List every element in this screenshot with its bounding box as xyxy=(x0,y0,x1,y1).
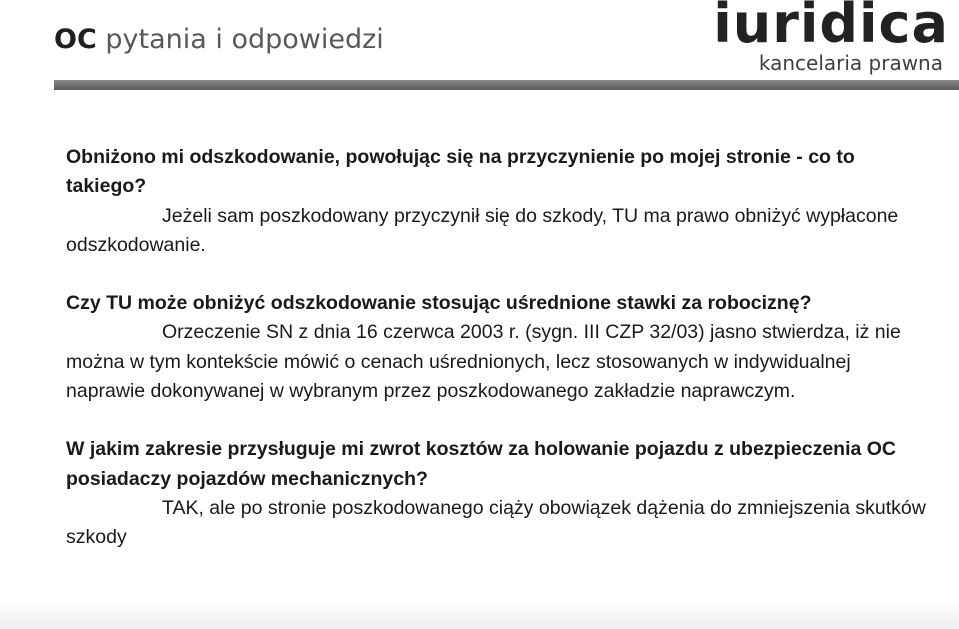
header-divider-bar xyxy=(54,80,959,90)
title-acronym: OC xyxy=(54,24,97,55)
logo-wordmark: iuridica xyxy=(713,0,949,55)
logo-tagline: kancelaria prawna xyxy=(758,51,943,75)
answer-1: Jeżeli sam poszkodowany przyczynił się do szkody, TU ma prawo obniżyć wypłacone odszkodowanie. xyxy=(66,204,899,256)
footer-fade xyxy=(0,599,959,629)
answer-3: TAK, ale po stronie poszkodowanego ciąży obowiązek dążenia do zmniejszenia skutków szkody xyxy=(66,496,926,549)
qa-item-2 xyxy=(66,289,926,406)
slide-title xyxy=(54,20,384,60)
qa-item-3 xyxy=(66,435,926,552)
iuridica-logo xyxy=(713,0,951,80)
qa-item-1 xyxy=(66,143,926,260)
answer-2: Orzeczenie SN z dnia 16 czerwca 2003 r. (sygn. III CZP 32/03) jasno stwierdza, iż nie można w tym kontekście mówić o cenach uśrednionych, lecz stosowanych w indywidualnej naprawie dokonywanej w wybranym przez poszkodowanego zakładzie naprawczym. xyxy=(66,321,901,403)
qa-content xyxy=(66,143,926,553)
title-text: pytania i odpowiedzi xyxy=(96,24,384,55)
question-1: Obniżono mi odszkodowanie, powołując się na przyczynienie po mojej stronie - co to takiego? xyxy=(66,146,855,198)
question-3: W jakim zakresie przysługuje mi zwrot kosztów za holowanie pojazdu z ubezpieczenia OC posiadaczy pojazdów mechanicznych? xyxy=(66,438,897,490)
question-2: Czy TU może obniżyć odszkodowanie stosując uśrednione stawki za robociznę? xyxy=(66,292,812,315)
